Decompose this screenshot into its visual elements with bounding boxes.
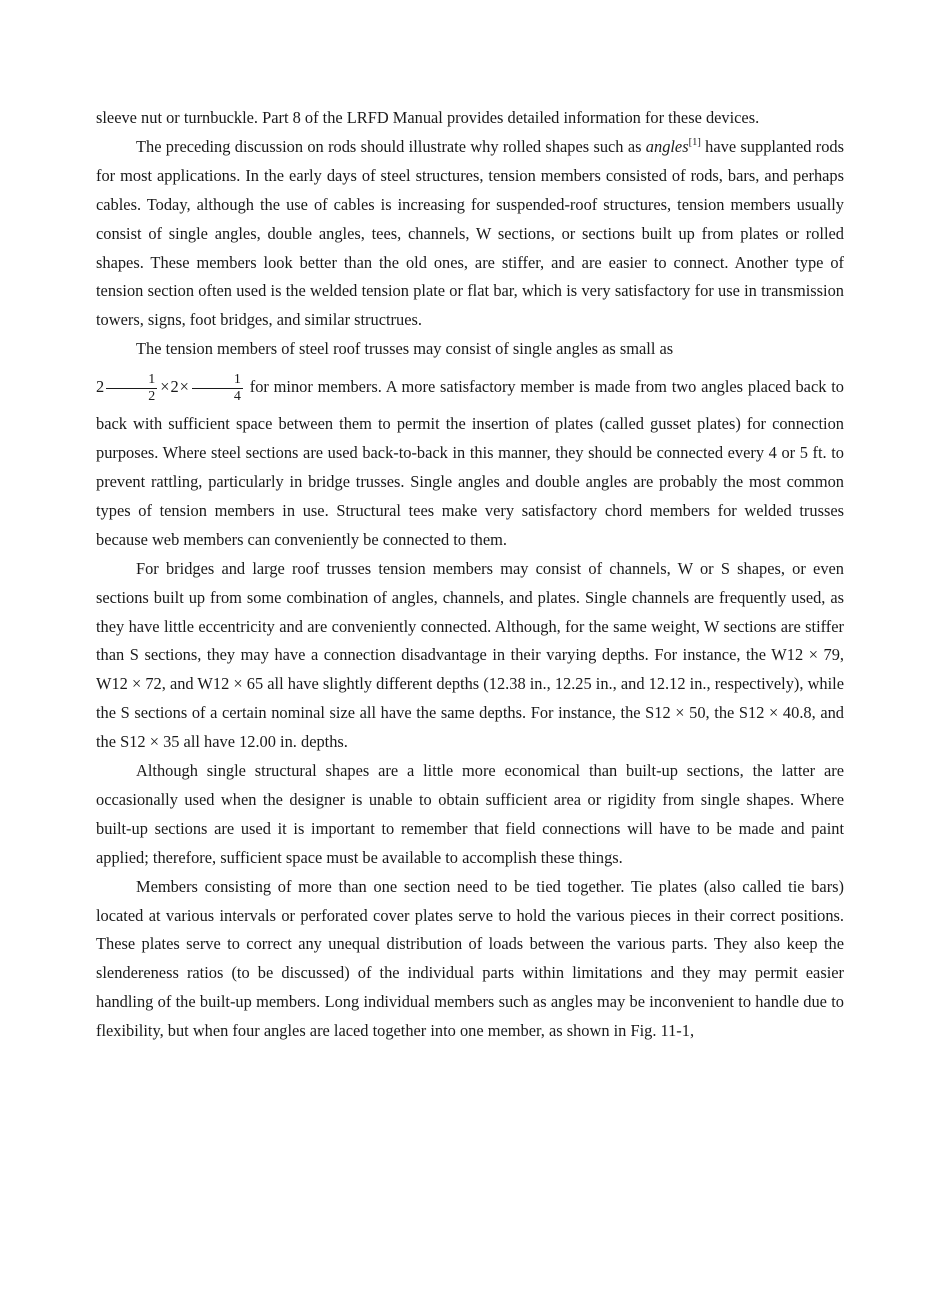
paragraph-roof-trusses [96, 335, 844, 554]
paragraph-built-up-sections: Although single structural shapes are a little more economical than built-up sections, the latter are occasionally used when the designer is unable to obtain sufficient area or rigidity from single shapes. Where built-up sections are used it is important to remember that field connections will have to be made and paint applied; therefore, sufficient space must be available to accomplish these things. [96, 761, 844, 867]
fraction-numerator: 1 [192, 373, 243, 389]
times-symbol: × [160, 377, 170, 397]
paragraph-text: The tension members of steel roof trusses may consist of single angles as small as [136, 339, 674, 359]
angle-size-expression [96, 371, 245, 404]
paragraph-rolled-shapes [96, 133, 844, 335]
size-whole-number: 2 [96, 377, 105, 397]
fraction-one-half [106, 373, 157, 404]
paragraph-bridges: For bridges and large roof trusses tension members may consist of channels, W or S shapes, or even sections built up from some combination of angles, channels, and plates. Single channels are frequently used, as they have little eccentricity and are conveniently connected. Although, for the same weight, W sections are stiffer than S sections, they may have a connection disadvantage in their varying depths. For instance, the W12 × 79, W12 × 72, and W12 × 65 all have slightly different depths (12.38 in., 12.25 in., and 12.12 in., respectively), while the S sections of a certain nominal size all have the same depths. For instance, the S12 × 50, the S12 × 40.8, and the S12 × 35 all have 12.00 in. depths. [96, 558, 844, 752]
paragraph-text: The preceding discussion on rods should illustrate why rolled shapes such as [136, 136, 646, 156]
paragraph-text: for minor members. A more satisfactory member is made from two angles placed back to back with sufficient space between them to permit the insertion of plates (called gusset plates) for connection purposes. Where steel sections are used back-to-back in this manner, they should be connected every 4 or 5 ft. to prevent rattling, particularly in bridge trusses. Single angles and double angles are probably the most common types of tension members in use. Structural tees make very satisfactory chord members for welded trusses because web members can conveniently be connected to them. [96, 377, 844, 549]
fraction-numerator: 1 [106, 373, 157, 389]
page-body [96, 104, 844, 1046]
paragraph-text: have supplanted rods for most applications. In the early days of steel structures, tension members consisted of rods, bars, and perhaps cables. Today, although the use of cables is increasing for suspended-roof structures, tension members usually consist of single angles, double angles, tees, channels, W sections, or sections built up from plates or rolled shapes. These members look better than the old ones, are stiffer, and are easier to connect. Another type of tension section often used is the welded tension plate or flat bar, which is very satisfactory for use in transmission towers, signs, foot bridges, and similar structrues. [96, 136, 844, 330]
fraction-denominator: 4 [233, 388, 241, 404]
paragraph-continuation: sleeve nut or turnbuckle. Part 8 of the LRFD Manual provides detailed information for these devices. [96, 108, 760, 127]
fraction-one-quarter [192, 373, 243, 404]
size-middle-number: 2 [170, 377, 179, 397]
times-symbol: × [179, 377, 189, 397]
paragraph-tie-plates: Members consisting of more than one section need to be tied together. Tie plates (also called tie bars) located at various intervals or perforated cover plates serve to hold the various pieces in their correct positions. These plates serve to correct any unequal distribution of loads between the various parts. They also keep the slendereness ratios (to be discussed) of the individual parts within limitations and they may permit easier handling of the built-up members. Long individual members such as angles may be inconvenient to handle due to flexibility, but when four angles are laced together into one member, as shown in Fig. 11-1, [96, 876, 844, 1041]
fraction-denominator: 2 [148, 388, 156, 404]
footnote-reference[interactable]: [1] [688, 136, 701, 148]
term-angles: angles [645, 136, 689, 156]
